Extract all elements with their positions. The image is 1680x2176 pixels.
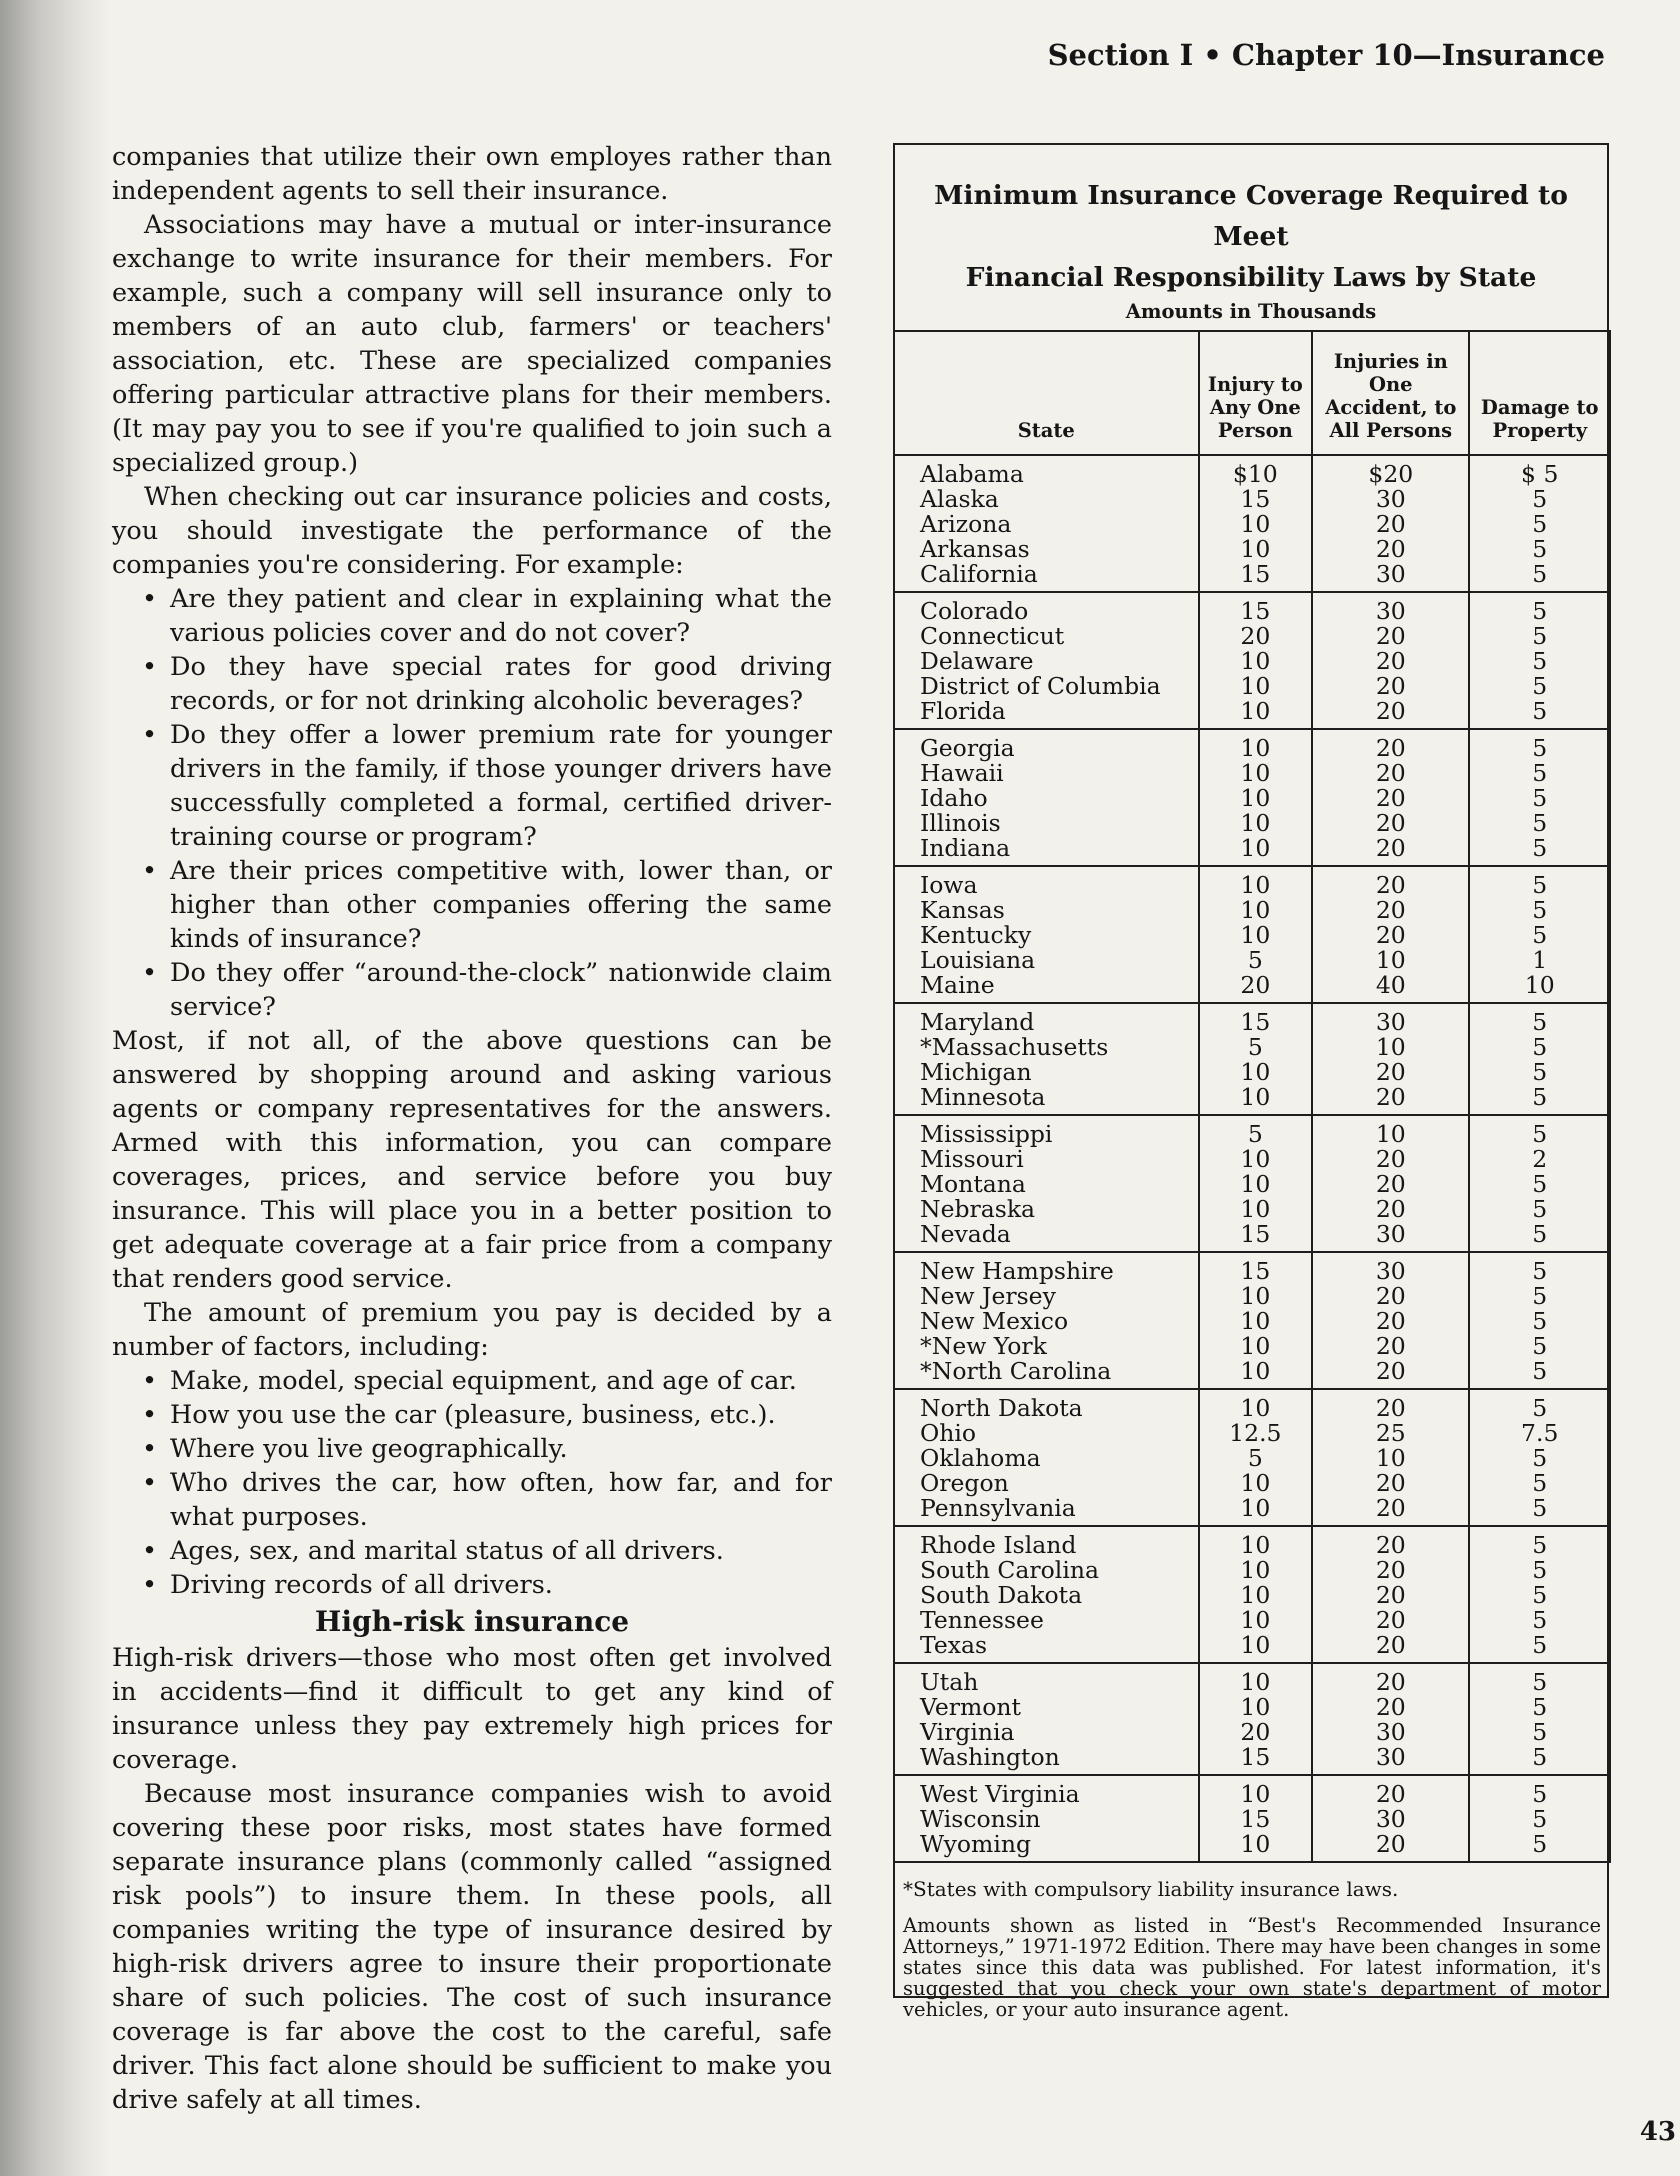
list-item: • Who drives the car, how often, how far, and for what purposes.: [142, 1468, 832, 1532]
list-item: • Do they offer “around-the-clock” nationwide claim service?: [142, 958, 832, 1022]
column-header-injury-one-person: Injury to Any One Person: [1199, 331, 1313, 455]
table-row: [894, 1663, 1610, 1775]
state-cell: New Hampshire New Jersey New Mexico *New York *North Carolina: [894, 1252, 1199, 1389]
column-header-property-damage: Damage to Property: [1469, 331, 1610, 455]
property-damage-cell: 5 5 5 5 5: [1469, 729, 1610, 866]
property-damage-cell: 5 5 5 5 5: [1469, 592, 1610, 729]
property-damage-cell: 5 5 5 5: [1469, 1663, 1610, 1775]
injury-one-person-cell: 15 10 10 10 10: [1199, 1252, 1313, 1389]
state-cell: Mississippi Missouri Montana Nebraska Nevada: [894, 1115, 1199, 1252]
property-damage-cell: 5 5 5 5: [1469, 1003, 1610, 1115]
state-cell: Georgia Hawaii Idaho Illinois Indiana: [894, 729, 1199, 866]
list-item: • Driving records of all drivers.: [142, 1570, 553, 1600]
paragraph: The amount of premium you pay is decided by a number of factors, including:: [112, 1298, 832, 1362]
injuries-one-accident-cell: 10 20 20 20 30: [1312, 1115, 1469, 1252]
injuries-one-accident-cell: 20 20 20 10 40: [1312, 866, 1469, 1003]
table-row: [894, 455, 1610, 592]
property-damage-cell: 5 5 5 5 5: [1469, 1526, 1610, 1663]
table-row: [894, 592, 1610, 729]
state-cell: West Virginia Wisconsin Wyoming: [894, 1775, 1199, 1862]
table-row: [894, 866, 1610, 1003]
injury-one-person-cell: 15 5 10 10: [1199, 1003, 1313, 1115]
injury-one-person-cell: 10 10 20 15: [1199, 1663, 1313, 1775]
state-cell: Maryland *Massachusetts Michigan Minnesota: [894, 1003, 1199, 1115]
injuries-one-accident-cell: 20 20 30 30: [1312, 1663, 1469, 1775]
paragraph: When checking out car insurance policies and costs, you should investigate the performance of the companies you're considering. For example:: [112, 482, 832, 580]
paragraph: Most, if not all, of the above questions can be answered by shopping around and asking various agents or company representatives for the answers. Armed with this information, you can compare coverages, prices, and service before you buy insurance. This will place you in a better position to get adequate coverage at a fair price from a company that renders good service.: [112, 1026, 832, 1294]
section-heading: High-risk insurance: [314, 1605, 630, 1638]
injury-one-person-cell: 10 10 10 5 20: [1199, 866, 1313, 1003]
column-header-injuries-one-accident: Injuries in One Accident, to All Persons: [1312, 331, 1469, 455]
list-item: • Are their prices competitive with, lower than, or higher than other companies offering the same kinds of insurance?: [142, 856, 832, 954]
table-row: [894, 1003, 1610, 1115]
running-head: Section I • Chapter 10—Insurance: [1047, 38, 1605, 72]
table-subtitle: Amounts in Thousands: [1125, 300, 1377, 323]
body-text-column: [112, 140, 832, 2117]
table-row: [894, 729, 1610, 866]
list-item: • How you use the car (pleasure, business, etc.).: [142, 1400, 776, 1430]
property-damage-cell: 5 7.5 5 5 5: [1469, 1389, 1610, 1526]
property-damage-cell: 5 5 5 5 5: [1469, 1252, 1610, 1389]
table-row: [894, 1389, 1610, 1526]
state-cell: Rhode Island South Carolina South Dakota Tennessee Texas: [894, 1526, 1199, 1663]
page-number: 43: [1639, 2117, 1676, 2147]
source-footnote: Amounts shown as listed in “Best's Recommended Insurance Attorneys,” 1971-1972 Edition. There may have been changes in some states since this data was published. For latest information, it's suggested that you check your own state's department of motor vehicles, or your auto insurance agent.: [903, 1914, 1601, 2021]
injury-one-person-cell: 10 12.5 5 10 10: [1199, 1389, 1313, 1526]
injuries-one-accident-cell: 30 20 20 20 20: [1312, 1252, 1469, 1389]
paragraph: Associations may have a mutual or inter-insurance exchange to write insurance for their members. For example, such a company will sell insurance only to members of an auto club, farmers' or teachers' association, etc. These are specialized companies offering particular attractive plans for their members. (It may pay you to see if you're qualified to join such a specialized group.): [112, 210, 832, 478]
injury-one-person-cell: 10 10 10 10 10: [1199, 729, 1313, 866]
injuries-one-accident-cell: 20 25 10 20 20: [1312, 1389, 1469, 1526]
injury-one-person-cell: 10 10 10 10 10: [1199, 1526, 1313, 1663]
compulsory-footnote: *States with compulsory liability insurance laws.: [903, 1877, 1399, 1901]
column-header-state: State: [894, 331, 1199, 455]
injuries-one-accident-cell: 30 10 20 20: [1312, 1003, 1469, 1115]
injuries-one-accident-cell: 20 20 20 20 20: [1312, 1526, 1469, 1663]
list-item: • Ages, sex, and marital status of all drivers.: [142, 1536, 724, 1566]
state-cell: Alabama Alaska Arizona Arkansas California: [894, 455, 1199, 592]
table-row: [894, 1775, 1610, 1862]
insurance-table-box: [893, 143, 1609, 2021]
table-row: [894, 1526, 1610, 1663]
injury-one-person-cell: $10 15 10 10 15: [1199, 455, 1313, 592]
property-damage-cell: 5 2 5 5 5: [1469, 1115, 1610, 1252]
list-item: • Make, model, special equipment, and age of car.: [142, 1366, 797, 1396]
list-item: • Do they offer a lower premium rate for younger drivers in the family, if those younger drivers have successfully completed a formal, certified driver-training course or program?: [142, 720, 832, 852]
injury-one-person-cell: 5 10 10 10 15: [1199, 1115, 1313, 1252]
paragraph: Because most insurance companies wish to avoid covering these poor risks, most states have formed separate insurance plans (commonly called “assigned risk pools”) to insure them. In these pools, all companies writing the type of insurance desired by high-risk drivers agree to insure their proportionate share of such policies. The cost of such insurance coverage is far above the cost to the careful, safe driver. This fact alone should be sufficient to make you drive safely at all times.: [112, 1779, 832, 2115]
paragraph: companies that utilize their own employes rather than independent agents to sell their insurance.: [112, 142, 832, 206]
injuries-one-accident-cell: 20 20 20 20 20: [1312, 729, 1469, 866]
state-cell: North Dakota Ohio Oklahoma Oregon Pennsylvania: [894, 1389, 1199, 1526]
list-item: • Where you live geographically.: [142, 1434, 568, 1464]
injuries-one-accident-cell: 20 30 20: [1312, 1775, 1469, 1862]
table-row: [894, 1115, 1610, 1252]
property-damage-cell: $ 5 5 5 5 5: [1469, 455, 1610, 592]
company-questions-list: [112, 582, 832, 1024]
injury-one-person-cell: 10 15 10: [1199, 1775, 1313, 1862]
table-row: [894, 1252, 1610, 1389]
book-spine-shadow: [0, 0, 110, 2176]
property-damage-cell: 5 5 5 1 10: [1469, 866, 1610, 1003]
state-cell: Colorado Connecticut Delaware District of Columbia Florida: [894, 592, 1199, 729]
state-cell: Iowa Kansas Kentucky Louisiana Maine: [894, 866, 1199, 1003]
table-title: Minimum Insurance Coverage Required to Meet Financial Responsibility Laws by State: [934, 180, 1568, 293]
injury-one-person-cell: 15 20 10 10 10: [1199, 592, 1313, 729]
list-item: • Are they patient and clear in explaining what the various policies cover and do not cover?: [142, 584, 832, 648]
list-item: • Do they have special rates for good driving records, or for not drinking alcoholic beverages?: [142, 652, 832, 716]
coverage-table: [893, 330, 1611, 1863]
premium-factors-list: [112, 1364, 832, 1602]
property-damage-cell: 5 5 5: [1469, 1775, 1610, 1862]
state-cell: Utah Vermont Virginia Washington: [894, 1663, 1199, 1775]
injuries-one-accident-cell: $20 30 20 20 30: [1312, 455, 1469, 592]
paragraph: High-risk drivers—those who most often get involved in accidents—find it difficult to get any kind of insurance unless they pay extremely high prices for coverage.: [112, 1643, 832, 1775]
injuries-one-accident-cell: 30 20 20 20 20: [1312, 592, 1469, 729]
